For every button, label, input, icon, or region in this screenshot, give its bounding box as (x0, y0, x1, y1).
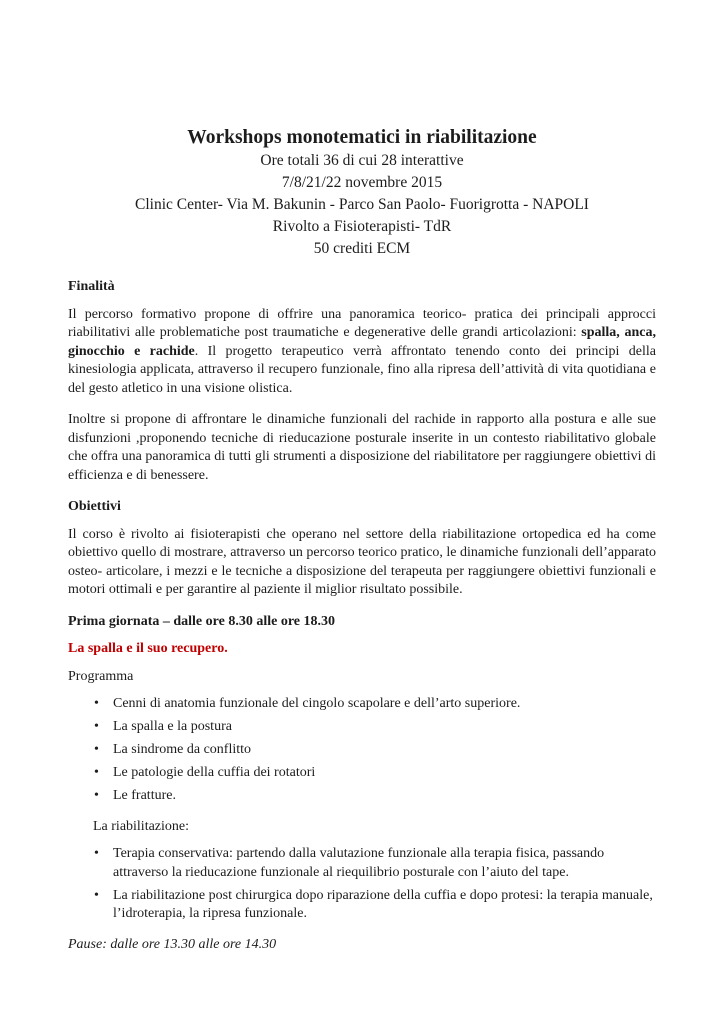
rehab-list (68, 845, 656, 924)
program-item: • Cenni di anatomia funzionale del cingolo scapolare e dell’arto superiore. (113, 695, 656, 714)
finalita-heading: Finalità (68, 279, 115, 294)
program-item: • La sindrome da conflitto (113, 741, 656, 760)
finalita-paragraph-2: Inoltre si propone di affrontare le dinamiche funzionali del rachide in rapporto alla postura e alle sue disfunzioni ,proponendo tecniche di rieducazione posturale inserite in un contesto riabilitativo globale che offra una panoramica di tutti gli strumenti a disposizione del riabilitatore per raggiungere obiettivi di efficienza e di benessere. (68, 412, 656, 483)
program-label: Programma (68, 668, 134, 684)
header-line-dates: 7/8/21/22 novembre 2015 (281, 174, 443, 191)
obiettivi-paragraph: Il corso è rivolto ai fisioterapisti che operano nel settore della riabilitazione ortopedica ed ha come obiettivo quello di mostrare, attraverso un percorso teorico pratico, le dinamiche funzionali dell’apparato osteo- articolare, i mezzi e le tecniche a disposizione del terapeuta per raggiungere obiettivi funzionali e motori ottimali e per garantire al paziente il miglior risultato possibile. (68, 526, 656, 597)
rehab-item: • La riabilitazione post chirurgica dopo riparazione della cuffia e dopo protesi: la terapia manuale, l’idroterapia, la ripresa funzionale. (113, 887, 656, 924)
finalita-paragraph-1-bold-emphasis: spalla, anca, ginocchio e rachide (68, 325, 656, 359)
rehab-item: • Terapia conservativa: partendo dalla valutazione funzionale alla terapia fisica, passando attraverso la rieducazione funzionale al riequilibrio posturale con l’aiuto del tape. (113, 845, 656, 882)
program-item: • Le patologie della cuffia dei rotatori (113, 764, 656, 783)
document-title: Workshops monotematici in riabilitazione (187, 127, 537, 148)
obiettivi-heading: Obiettivi (68, 499, 121, 514)
header-line-total-hours: Ore totali 36 di cui 28 interattive (260, 152, 464, 169)
header-line-audience: Rivolto a Fisioterapisti- TdR (272, 218, 452, 235)
rehab-label: La riabilitazione: (93, 818, 190, 834)
header-line-credits: 50 crediti ECM (313, 240, 411, 257)
finalita-paragraph-1-text-b: . Il progetto terapeutico verrà affrontato tenendo conto dei principi della kinesiologia applicata, attraverso il recupero funzionale, fino alla ripresa dell’attività di vita quotidiana e del gesto atletico in una visione olistica. (68, 343, 656, 396)
document-header (68, 126, 656, 260)
day1-heading: Prima giornata – dalle ore 8.30 alle ore 18.30 (68, 613, 335, 629)
program-item: • Le fratture. (113, 787, 656, 806)
program-item: • La spalla e la postura (113, 718, 656, 737)
finalita-paragraph-1 (68, 306, 656, 399)
day1-topic-title: La spalla e il suo recupero. (68, 641, 228, 656)
header-line-venue: Clinic Center- Via M. Bakunin - Parco San Paolo- Fuorigrotta - NAPOLI (135, 196, 589, 213)
program-list (68, 695, 656, 806)
finalita-paragraph-1-text-a: Il percorso formativo propone di offrire una panoramica teorico- pratica dei principali approcci riabilitativi alle problematiche post traumatiche e degenerative delle grandi articolazioni: (68, 306, 656, 340)
pause-note: Pause: dalle ore 13.30 alle ore 14.30 (68, 936, 277, 952)
